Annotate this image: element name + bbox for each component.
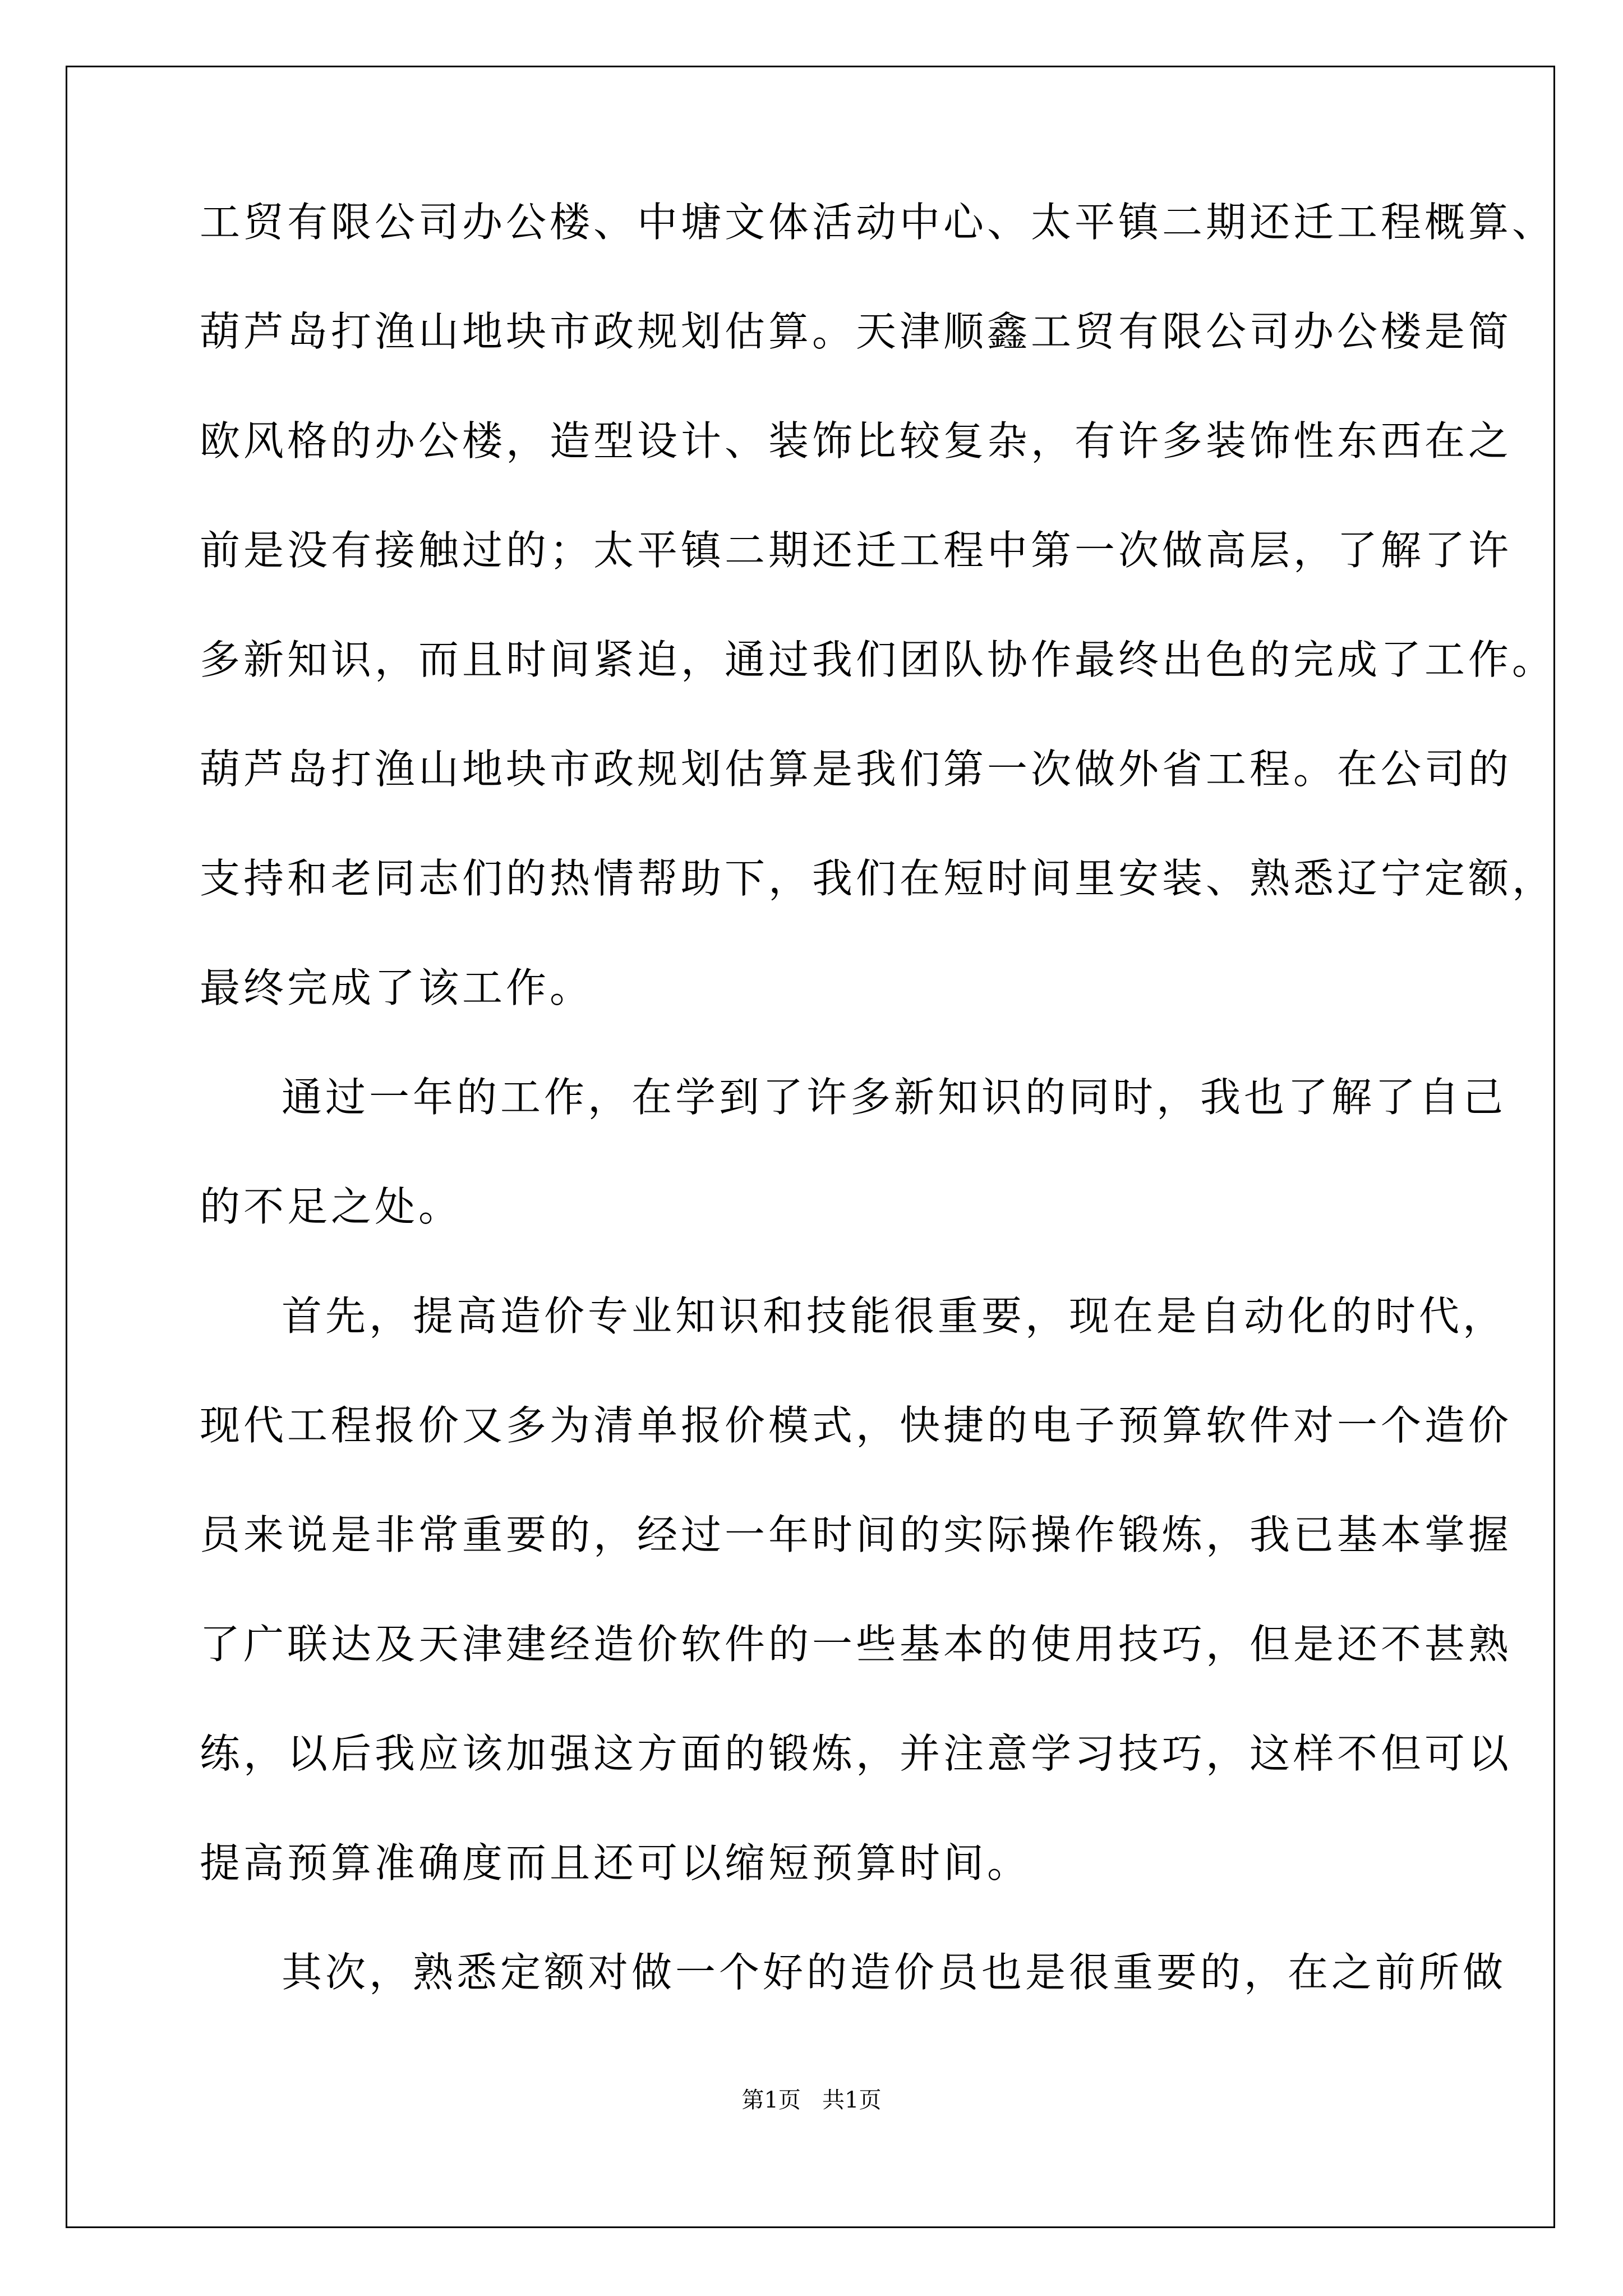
text-line: 支持和老同志们的热情帮助下，我们在短时间里安装、熟悉辽宁定额， <box>200 855 1556 902</box>
text-line: 提高预算准确度而且还可以缩短预算时间。 <box>200 1839 1031 1887</box>
page-border <box>66 66 1555 2228</box>
paragraph-first-line: 首先，提高造价专业知识和技能很重要，现在是自动化的时代， <box>282 1292 1507 1340</box>
text-line: 现代工程报价又多为清单报价模式，快捷的电子预算软件对一个造价 <box>200 1402 1513 1449</box>
text-line: 欧风格的办公楼，造型设计、装饰比较复杂，有许多装饰性东西在之 <box>200 417 1513 464</box>
text-line: 最终完成了该工作。 <box>200 964 594 1011</box>
text-line: 前是没有接触过的；太平镇二期还迁工程中第一次做高层，了解了许 <box>200 527 1513 574</box>
paragraph-first-line: 其次，熟悉定额对做一个好的造价员也是很重要的，在之前所做 <box>282 1949 1507 1996</box>
text-line: 工贸有限公司办公楼、中塘文体活动中心、太平镇二期还迁工程概算、 <box>200 199 1556 246</box>
text-line: 员来说是非常重要的，经过一年时间的实际操作锻炼，我已基本掌握 <box>200 1511 1513 1558</box>
text-line: 葫芦岛打渔山地块市政规划估算。天津顺鑫工贸有限公司办公楼是简 <box>200 308 1513 355</box>
text-line: 练，以后我应该加强这方面的锻炼，并注意学习技巧，这样不但可以 <box>200 1730 1513 1777</box>
text-line: 葫芦岛打渔山地块市政规划估算是我们第一次做外省工程。在公司的 <box>200 746 1513 793</box>
paragraph-first-line: 通过一年的工作，在学到了许多新知识的同时，我也了解了自己 <box>282 1074 1507 1121</box>
text-line: 了广联达及天津建经造价软件的一些基本的使用技巧，但是还不甚熟 <box>200 1621 1513 1668</box>
text-line: 多新知识，而且时间紧迫，通过我们团队协作最终出色的完成了工作。 <box>200 636 1556 683</box>
text-line: 的不足之处。 <box>200 1183 463 1230</box>
page-number-footer: 第1页 共1页 <box>741 2087 882 2113</box>
